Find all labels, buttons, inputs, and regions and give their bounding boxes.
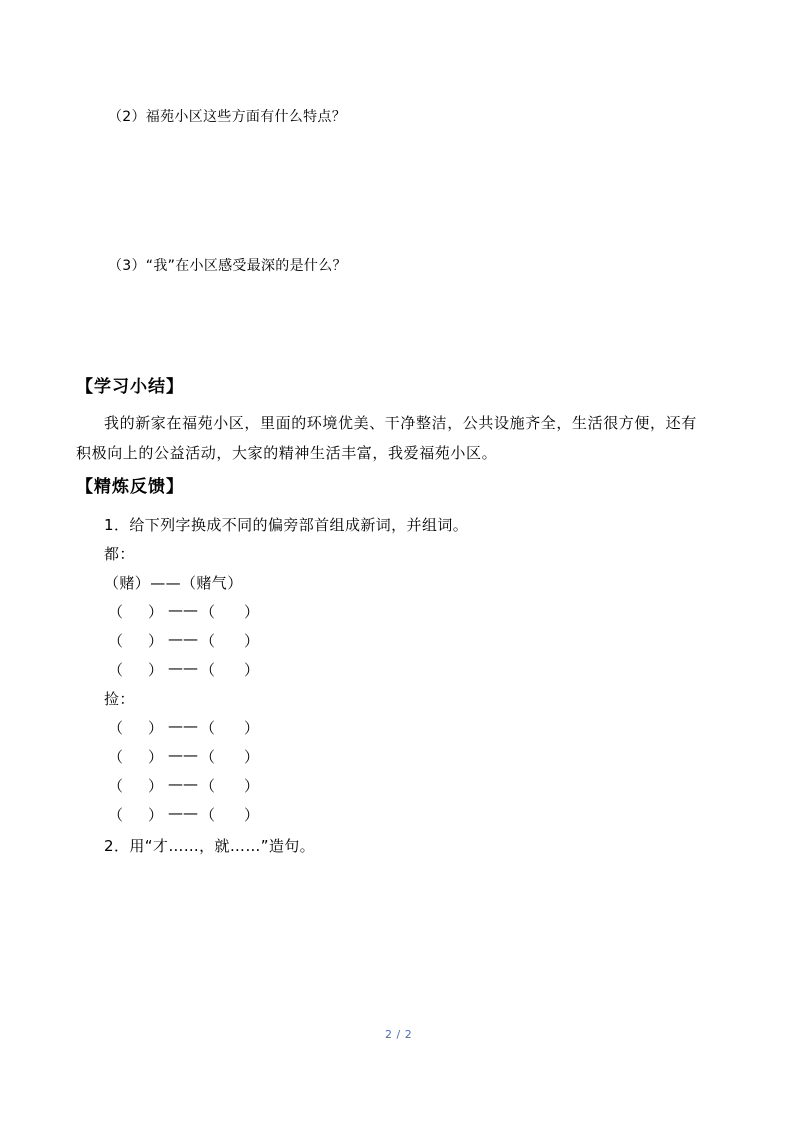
- summary-paragraph-line-2: 积极向上的公益活动，大家的精神生活丰富，我爱福苑小区。: [76, 444, 498, 462]
- blank-dash: ——: [168, 601, 198, 619]
- blank-close-paren: ）: [244, 719, 260, 737]
- blank-close-paren: ）: [244, 777, 260, 795]
- blank-close-paren: ）: [148, 806, 164, 824]
- blank-open-paren: （: [108, 748, 124, 766]
- question-3: （3）“我”在小区感受最深的是什么？: [108, 258, 347, 274]
- page-number: 2 / 2: [385, 1028, 413, 1041]
- blank-row: [104, 746, 304, 766]
- blank-row: [104, 630, 304, 650]
- blank-open-paren: （: [200, 661, 216, 679]
- blank-dash: ——: [168, 775, 198, 793]
- task-2-instruction: 2．用“才……，就……”造句。: [104, 837, 316, 855]
- blank-close-paren: ）: [148, 777, 164, 795]
- example-row: （赌）——（赌气）: [104, 574, 243, 592]
- blank-dash: ——: [168, 804, 198, 822]
- blank-close-paren: ）: [148, 719, 164, 737]
- character-du-label: 都：: [104, 545, 135, 563]
- blank-dash: ——: [168, 659, 198, 677]
- blank-open-paren: （: [108, 806, 124, 824]
- summary-heading: 【学习小结】: [76, 377, 184, 397]
- blank-open-paren: （: [200, 719, 216, 737]
- blank-close-paren: ）: [148, 603, 164, 621]
- blank-close-paren: ）: [148, 748, 164, 766]
- blank-dash: ——: [168, 746, 198, 764]
- blank-open-paren: （: [108, 603, 124, 621]
- blank-row: [104, 601, 304, 621]
- blank-open-paren: （: [108, 661, 124, 679]
- blank-row: [104, 775, 304, 795]
- blank-row: [104, 659, 304, 679]
- blank-open-paren: （: [200, 748, 216, 766]
- blank-open-paren: （: [108, 719, 124, 737]
- blank-close-paren: ）: [244, 603, 260, 621]
- question-2: （2）福苑小区这些方面有什么特点？: [108, 109, 347, 125]
- blank-row: [104, 804, 304, 824]
- blank-close-paren: ）: [244, 661, 260, 679]
- blank-close-paren: ）: [148, 632, 164, 650]
- blank-dash: ——: [168, 630, 198, 648]
- summary-paragraph-line-1: 我的新家在福苑小区，里面的环境优美、干净整洁，公共设施齐全，生活很方便，还有: [104, 414, 697, 432]
- blank-open-paren: （: [108, 632, 124, 650]
- blank-dash: ——: [168, 717, 198, 735]
- task-1-instruction: 1．给下列字换成不同的偏旁部首组成新词，并组词。: [104, 516, 469, 534]
- blank-close-paren: ）: [244, 806, 260, 824]
- blank-row: [104, 717, 304, 737]
- blank-open-paren: （: [200, 603, 216, 621]
- blank-open-paren: （: [200, 777, 216, 795]
- blank-open-paren: （: [108, 777, 124, 795]
- blank-close-paren: ）: [244, 632, 260, 650]
- blank-open-paren: （: [200, 806, 216, 824]
- practice-heading: 【精炼反馈】: [76, 477, 184, 497]
- blank-open-paren: （: [200, 632, 216, 650]
- blank-close-paren: ）: [148, 661, 164, 679]
- character-jian-label: 捡：: [104, 690, 135, 708]
- blank-close-paren: ）: [244, 748, 260, 766]
